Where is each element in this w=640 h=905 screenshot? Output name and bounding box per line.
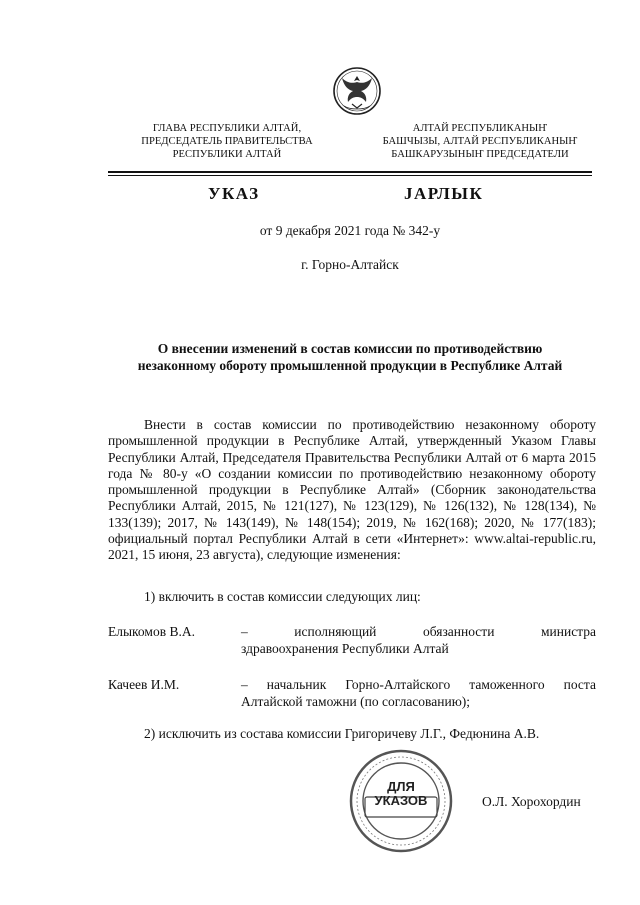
header-right-line: БАШКАРУЗЫНЫҤ ПРЕДСЕДАТЕЛИ [391,149,569,160]
header-divider-thin [108,175,592,176]
person-position-line: Алтайской таможни (по согласованию); [241,693,471,709]
person-position [241,677,596,710]
document-title-line: незаконному обороту промышленной продукции в Республике Алтай [137,358,563,373]
person-name: Качеев И.М. [108,677,180,692]
list-item-include: 1) включить в состав комиссии следующих лиц: [144,589,421,604]
decree-title-ru: УКАЗ [208,184,260,203]
stamp-text-line: ДЛЯ [387,779,415,794]
header-left [122,122,332,161]
header-left-line: ГЛАВА РЕСПУБЛИКИ АЛТАЙ, [152,123,302,134]
header-right [360,122,600,161]
signer-name: О.Л. Хорохордин [482,794,581,809]
decree-title-alt: JАРЛЫК [404,184,484,203]
stamp-text-line: УКАЗОВ [374,793,428,808]
document-title [108,340,592,374]
stamp-text [363,780,439,808]
list-item-exclude: 2) исключить из состава комиссии Григоричеву Л.Г., Федюнина А.В. [144,726,540,741]
header-right-line: АЛТАЙ РЕСПУБЛИКАНЫҤ [412,123,548,134]
body-paragraph: Внести в состав комиссии по противодействию незаконному обороту промышленной продукции в Республике Алтай, утвержденный Указом Главы Республики Алтай, Председателя Правительства Республики Алтай от 6 марта 2015 года № 80-у «О создании комиссии по противодействию незаконному обороту промышленной продукции в Республике Алтай» (Сборник законодательства Республики Алтай, 2015, № 121(127), № 123(129), № 126(132), № 128(134), № 133(139); 2017, № 143(149), № 148(154); 2019, № 162(168); 2020, № 177(183); официальный портал Республики Алтай в сети «Интернет»: www.altai-republic.ru, 2021, 15 июня, 23 августа), следующие изменения: [108,417,596,563]
person-position-line: – начальник Горно-Алтайского таможенного поста [241,677,596,692]
person-name: Елыкомов В.А. [108,624,195,639]
person-position-line: – исполняющий обязанности министра [241,624,596,639]
document-body [108,417,596,564]
header-left-line: ПРЕДСЕДАТЕЛЬ ПРАВИТЕЛЬСТВА [141,136,313,147]
altai-republic-emblem-icon [332,64,382,118]
document-title-line: О внесении изменений в состав комиссии по противодействию [157,341,543,356]
header-right-line: БАШЧЫЗЫ, АЛТАЙ РЕСПУБЛИКАНЫҤ [382,136,578,147]
header-left-line: РЕСПУБЛИКИ АЛТАЙ [172,149,282,160]
decree-city: г. Горно-Алтайск [301,257,399,272]
decree-date-number: от 9 декабря 2021 года № 342-у [259,223,441,238]
header-divider-thick [108,171,592,173]
person-position-line: здравоохранения Республики Алтай [241,640,449,656]
person-position [241,624,596,657]
